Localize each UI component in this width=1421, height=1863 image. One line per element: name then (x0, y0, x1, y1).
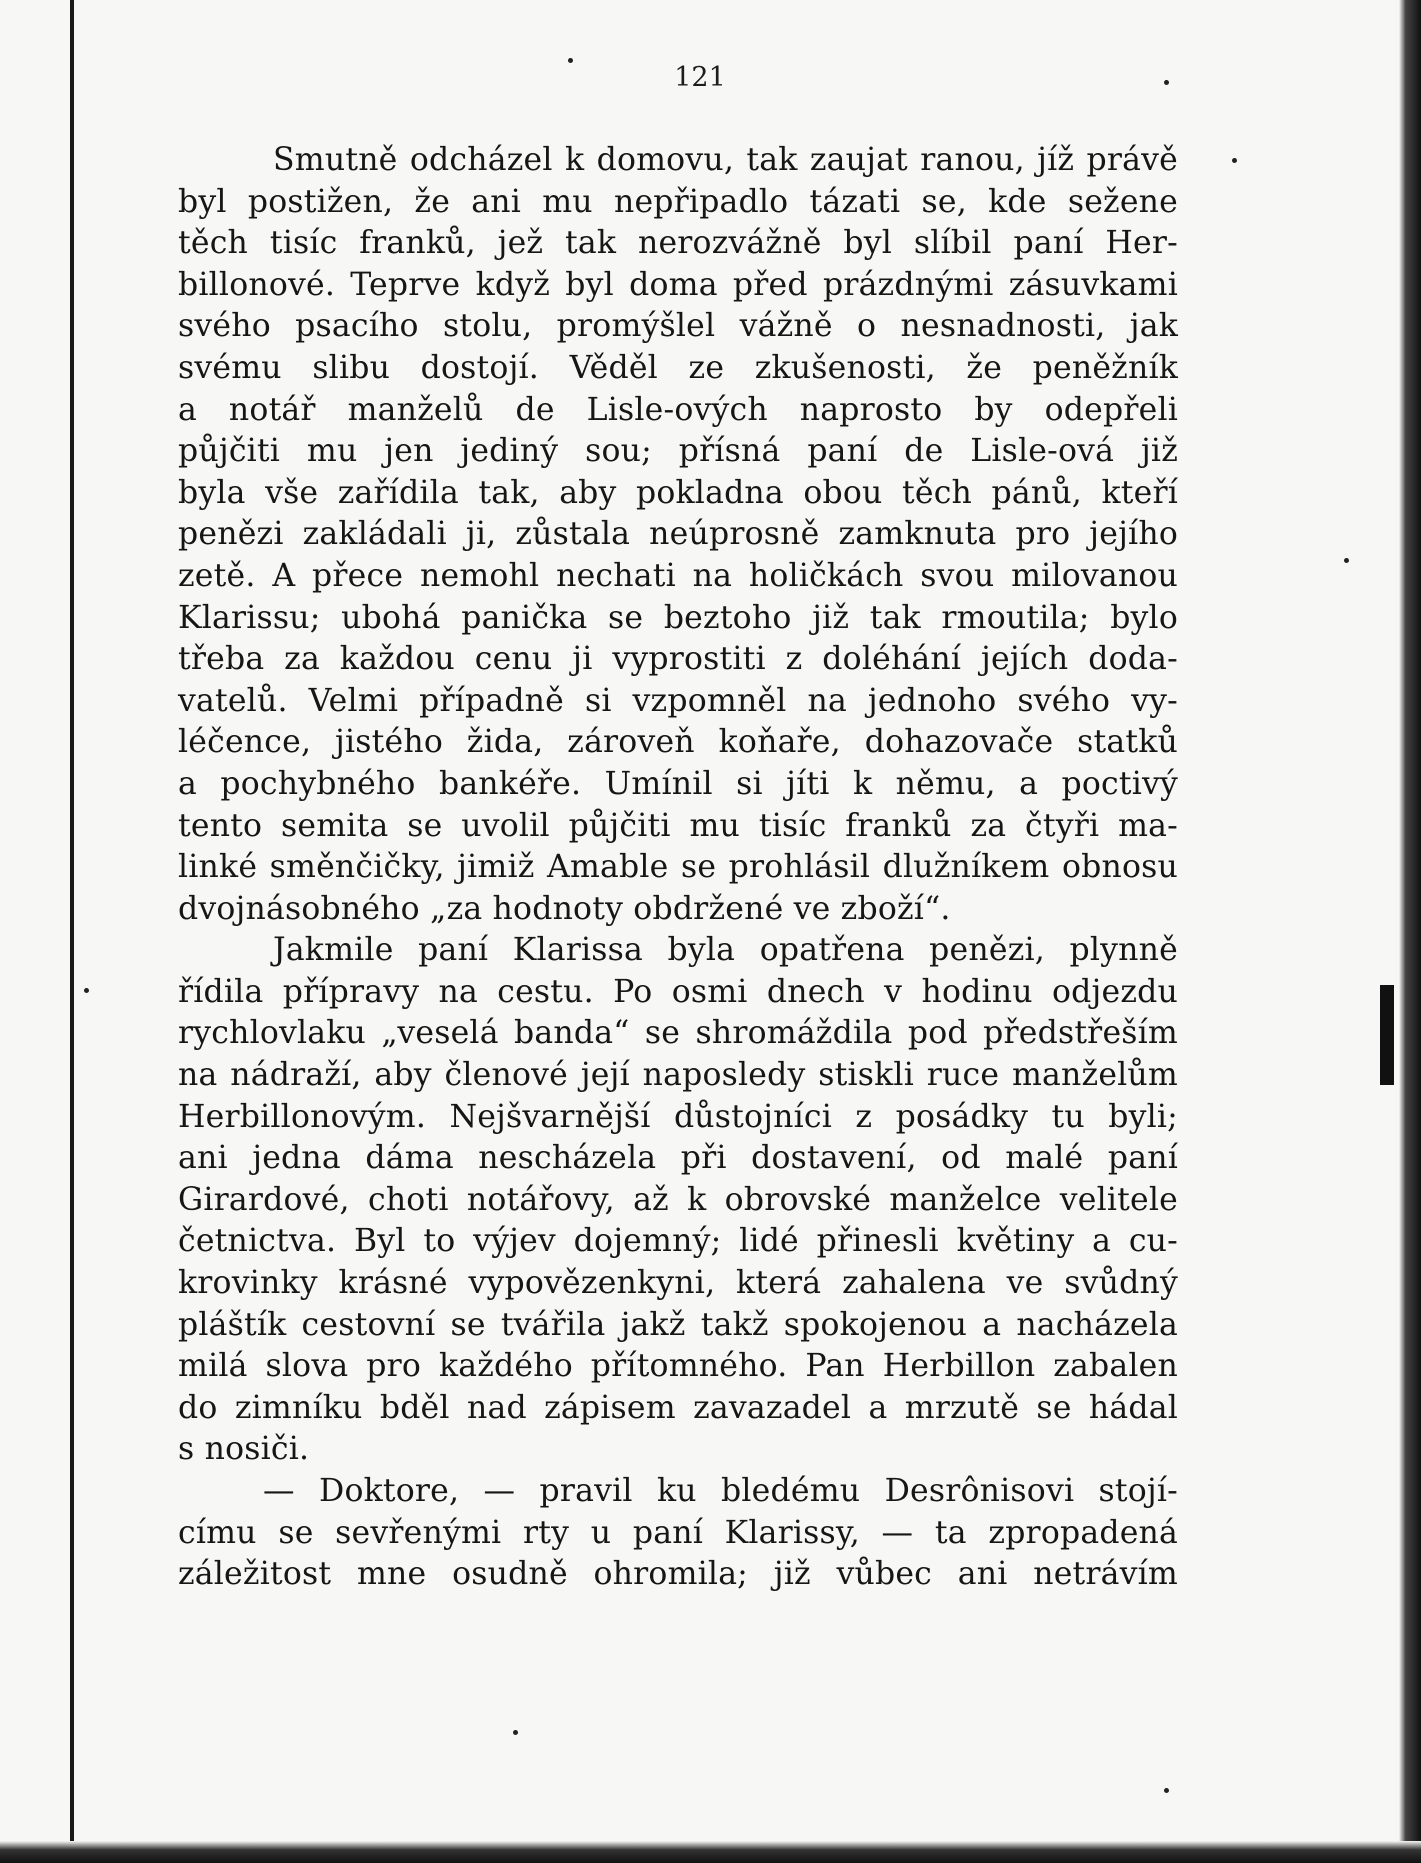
text-line: pláštík cestovní se tvářila jakž takž spokojenou a nacházela (178, 1306, 1178, 1343)
scan-speck (513, 1730, 518, 1735)
text-line: svému slibu dostojí. Věděl ze zkušenosti, že peněžník (178, 349, 1178, 386)
page-body-text (178, 140, 1178, 1596)
text-line: četnictva. Byl to výjev dojemný; lidé přinesli květiny a cu- (178, 1223, 1178, 1260)
right-page-edge (1399, 0, 1421, 1863)
text-line: dvojnásobného „za hodnoty obdržené ve zboží“. (178, 890, 951, 927)
text-line: a notář manželů de Lisle-ových naprosto by odepřeli (178, 391, 1178, 428)
text-line: s nosiči. (178, 1431, 310, 1468)
text-line: byla vše zařídila tak, aby pokladna obou těch pánů, kteří (178, 474, 1178, 511)
scan-speck (1164, 1788, 1169, 1793)
text-line: krovinky krásné vypovězenkyni, která zahalena ve svůdný (178, 1265, 1178, 1302)
text-line: Klarissu; ubohá panička se beztoho již tak rmoutila; bylo (178, 599, 1178, 636)
text-line: léčence, jistého žida, zároveň koňaře, dohazovače statků (178, 724, 1178, 761)
scan-speck (1164, 80, 1169, 85)
text-line: penězi zakládali ji, zůstala neúprosně zamknuta pro jejího (178, 516, 1178, 553)
text-line: těch tisíc franků, jež tak nerozvážně byl slíbil paní Her- (178, 225, 1178, 262)
text-line: a pochybného bankéře. Umínil si jíti k němu, a poctivý (178, 765, 1178, 802)
text-line: Herbillonovým. Nejšvarnější důstojníci z posádky tu byli; (178, 1098, 1178, 1135)
text-line: na nádraží, aby členové její naposledy stiskli ruce manželům (178, 1057, 1178, 1094)
text-line: řídila přípravy na cestu. Po osmi dnech v hodinu odjezdu (178, 973, 1178, 1010)
text-line: Jakmile paní Klarissa byla opatřena penězi, plynně (273, 932, 1178, 969)
text-line: rychlovlaku „veselá banda“ se shromáždila pod předstřeším (178, 1015, 1178, 1052)
text-line: ani jedna dáma nescházela při dostavení, od malé paní (178, 1140, 1178, 1177)
text-line: címu se sevřenými rty u paní Klarissy, — ta zpropadená (178, 1514, 1178, 1551)
scan-speck (1344, 558, 1349, 563)
scan-speck (84, 988, 89, 993)
text-line: zetě. A přece nemohl nechati na holičkách svou milovanou (178, 557, 1178, 594)
text-line: — Doktore, — pravil ku bledému Desrônisovi stojí- (263, 1473, 1178, 1509)
text-line: do zimníku bděl nad zápisem zavazadel a mrzutě se hádal (178, 1389, 1178, 1426)
scan-speck (1232, 158, 1237, 163)
bottom-page-edge (0, 1841, 1421, 1863)
binding-gutter-line (70, 0, 74, 1863)
text-line: Smutně odcházel k domovu, tak zaujat ranou, jíž právě (273, 142, 1178, 178)
text-line: byl postižen, že ani mu nepřipadlo tázati se, kde sežene (178, 183, 1178, 220)
text-line: třeba za každou cenu ji vyprostiti z doléhání jejích doda- (178, 641, 1178, 678)
text-line: billonové. Teprve když byl doma před prázdnými zásuvkami (178, 266, 1178, 303)
page-number: 121 (674, 62, 726, 93)
text-line: vatelů. Velmi případně si vzpomněl na jednoho svého vy- (178, 682, 1178, 719)
text-line: záležitost mne osudně ohromila; již vůbec ani netrávím (178, 1556, 1178, 1593)
scan-speck (568, 58, 573, 63)
text-line: linké směnčičky, jimiž Amable se prohlásil dlužníkem obnosu (178, 849, 1178, 886)
text-line: milá slova pro každého přítomného. Pan Herbillon zabalen (178, 1348, 1178, 1385)
right-edge-shadow (1380, 985, 1394, 1085)
text-line: tento semita se uvolil půjčiti mu tisíc franků za čtyři ma- (178, 807, 1178, 844)
text-line: Girardové, choti notářovy, až k obrovské manželce velitele (178, 1181, 1178, 1218)
text-line: půjčiti mu jen jediný sou; přísná paní de Lisle-ová již (178, 433, 1178, 470)
text-line: svého psacího stolu, promýšlel vážně o nesnadnosti, jak (178, 308, 1178, 345)
